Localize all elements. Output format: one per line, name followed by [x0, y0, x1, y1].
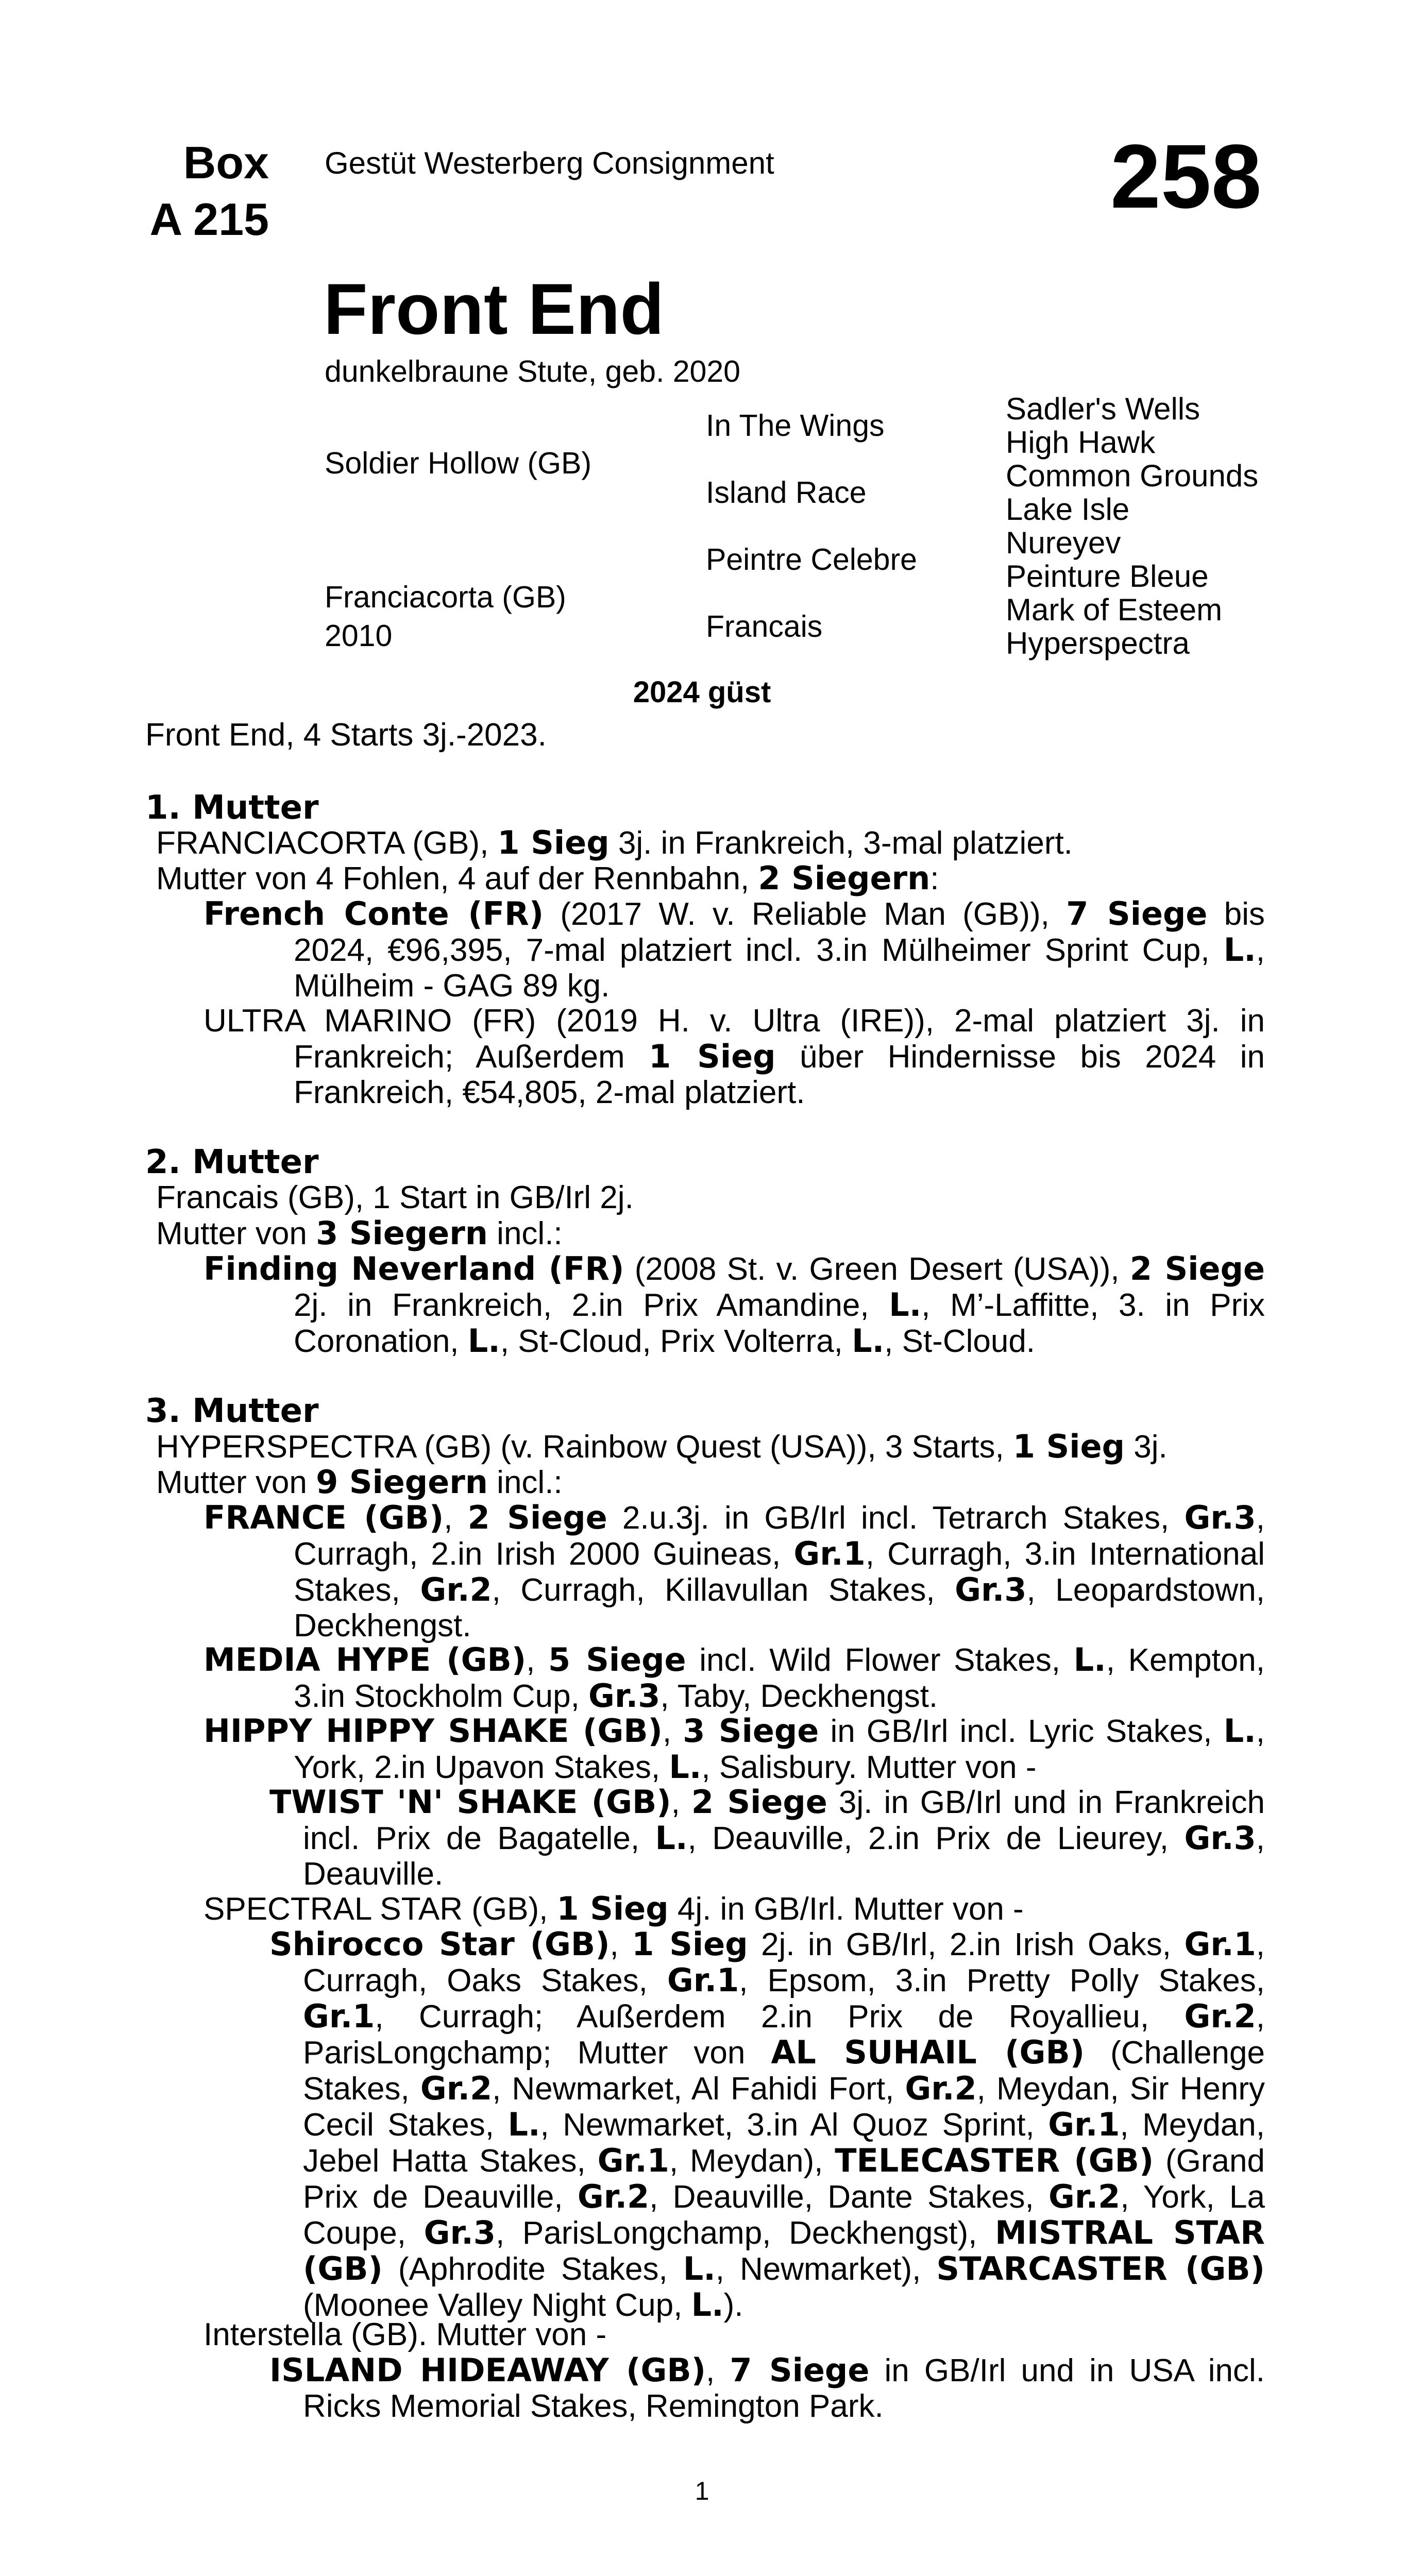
second-dam-line: Francais (GB), 1 Start in GB/Irl 2j. — [156, 1180, 634, 1215]
progeny-entry: FRANCE (GB), 2 Siege 2.u.3j. in GB/Irl incl. Tetrarch Stakes, Gr.3, Curragh, 2.in Irish 2000 Guineas, Gr.1, Curragh, 3.in International Stakes, Gr.2, Curragh, Killavullan Stakes, Gr.3, Leopardstown, Deckhengst. — [204, 1499, 1265, 1643]
consignor: Gestüt Westerberg Consignment — [325, 146, 774, 180]
pedigree-gen2: Francais — [706, 609, 823, 643]
third-dam-line: HYPERSPECTRA (GB) (v. Rainbow Quest (USA)), 3 Starts, 1 Sieg 3j. — [156, 1428, 1168, 1465]
horse-name: Front End — [324, 268, 664, 349]
pedigree-gen3: Nureyev — [1006, 526, 1121, 560]
pedigree-gen2: Peintre Celebre — [706, 543, 917, 577]
pedigree-gen2: In The Wings — [706, 409, 885, 443]
pedigree-gen3: Mark of Esteem — [1006, 592, 1223, 627]
third-dam-produce: Mutter von 9 Siegern incl.: — [156, 1463, 563, 1501]
first-dam-heading: 1. Mutter — [145, 789, 319, 827]
pedigree-sire: Soldier Hollow (GB) — [325, 446, 592, 480]
pedigree-gen3: Hyperspectra — [1006, 626, 1190, 660]
box-label: Box — [183, 137, 269, 188]
pedigree-gen3: Peinture Bleue — [1006, 559, 1209, 594]
page-number: 1 — [695, 2477, 709, 2505]
pedigree-gen2: Island Race — [706, 476, 867, 510]
progeny-entry: Interstella (GB). Mutter von - — [204, 2317, 607, 2352]
progeny-entry: ULTRA MARINO (FR) (2019 H. v. Ultra (IRE)), 2-mal platziert 3j. in Frankreich; Außerdem 1 Sieg über Hindernisse bis 2024 in Frankreich, €54,805, 2-mal platziert. — [204, 1003, 1265, 1110]
first-dam-line: FRANCIACORTA (GB), 1 Sieg 3j. in Frankreich, 3-mal platziert. — [156, 824, 1073, 861]
progeny-entry: HIPPY HIPPY SHAKE (GB), 3 Siege in GB/Irl incl. Lyric Stakes, L., York, 2.in Upavon Stakes, L., Salisbury. Mutter von - — [204, 1712, 1265, 1786]
progeny-entry: SPECTRAL STAR (GB), 1 Sieg 4j. in GB/Irl. Mutter von - — [204, 1890, 1024, 1927]
first-dam-produce: Mutter von 4 Fohlen, 4 auf der Rennbahn, 2 Siegern: — [156, 859, 939, 897]
lot-number: 258 — [1110, 126, 1262, 227]
progeny-entry: ISLAND HIDEAWAY (GB), 7 Siege in GB/Irl und in USA incl. Ricks Memorial Stakes, Remington Park. — [269, 2351, 1265, 2424]
pedigree-dam: Franciacorta (GB) — [325, 580, 566, 614]
second-dam-heading: 2. Mutter — [145, 1143, 319, 1181]
third-dam-heading: 3. Mutter — [145, 1392, 319, 1430]
progeny-entry: French Conte (FR) (2017 W. v. Reliable Man (GB)), 7 Siege bis 2024, €96,395, 7-mal platziert incl. 3.in Mülheimer Sprint Cup, L., Mülheim - GAG 89 kg. — [204, 895, 1265, 1004]
second-dam-produce: Mutter von 3 Siegern incl.: — [156, 1214, 563, 1252]
progeny-entry: Finding Neverland (FR) (2008 St. v. Green Desert (USA)), 2 Siege 2j. in Frankreich, 2.in Prix Amandine, L., M’-Laffitte, 3. in Prix Coronation, L., St-Cloud, Prix Volterra, L., St-Cloud. — [204, 1250, 1265, 1360]
progeny-entry: Shirocco Star (GB), 1 Sieg 2j. in GB/Irl, 2.in Irish Oaks, Gr.1, Curragh, Oaks Stakes, Gr.1, Epsom, 3.in Pretty Polly Stakes, Gr.1, Curragh; Außerdem 2.in Prix de Royallieu, Gr.2, ParisLongchamp; Mutter von AL SUHAIL (GB) (Challenge Stakes, Gr.2, Newmarket, Al Fahidi Fort, Gr.2, Meydan, Sir Henry Cecil Stakes, L., Newmarket, 3.in Al Quoz Sprint, Gr.1, Meydan, Jebel Hatta Stakes, Gr.1, Meydan), TELECASTER (GB) (Grand Prix de Deauville, Gr.2, Deauville, Dante Stakes, Gr.2, York, La Coupe, Gr.3, ParisLongchamp, Deckhengst), MISTRAL STAR (GB) (Aphrodite Stakes, L., Newmarket), STARCASTER (GB) (Moonee Valley Night Cup, L.). — [269, 1925, 1265, 2324]
breeding-status: 2024 güst — [633, 675, 771, 709]
progeny-entry: MEDIA HYPE (GB), 5 Siege incl. Wild Flower Stakes, L., Kempton, 3.in Stockholm Cup, Gr.3, Taby, Deckhengst. — [204, 1641, 1265, 1715]
pedigree-gen3: Common Grounds — [1006, 459, 1259, 493]
pedigree-gen3: Sadler's Wells — [1006, 392, 1200, 426]
pedigree-gen3: High Hawk — [1006, 425, 1156, 460]
box-number: A 215 — [149, 194, 269, 245]
race-record: Front End, 4 Starts 3j.-2023. — [145, 717, 547, 753]
pedigree-gen3: Lake Isle — [1006, 492, 1130, 527]
horse-description: dunkelbraune Stute, geb. 2020 — [325, 354, 740, 388]
pedigree-dam-year: 2010 — [325, 619, 393, 653]
progeny-entry: TWIST 'N' SHAKE (GB), 2 Siege 3j. in GB/Irl und in Frankreich incl. Prix de Bagatelle, L., Deauville, 2.in Prix de Lieurey, Gr.3, Deauville. — [269, 1783, 1265, 1892]
